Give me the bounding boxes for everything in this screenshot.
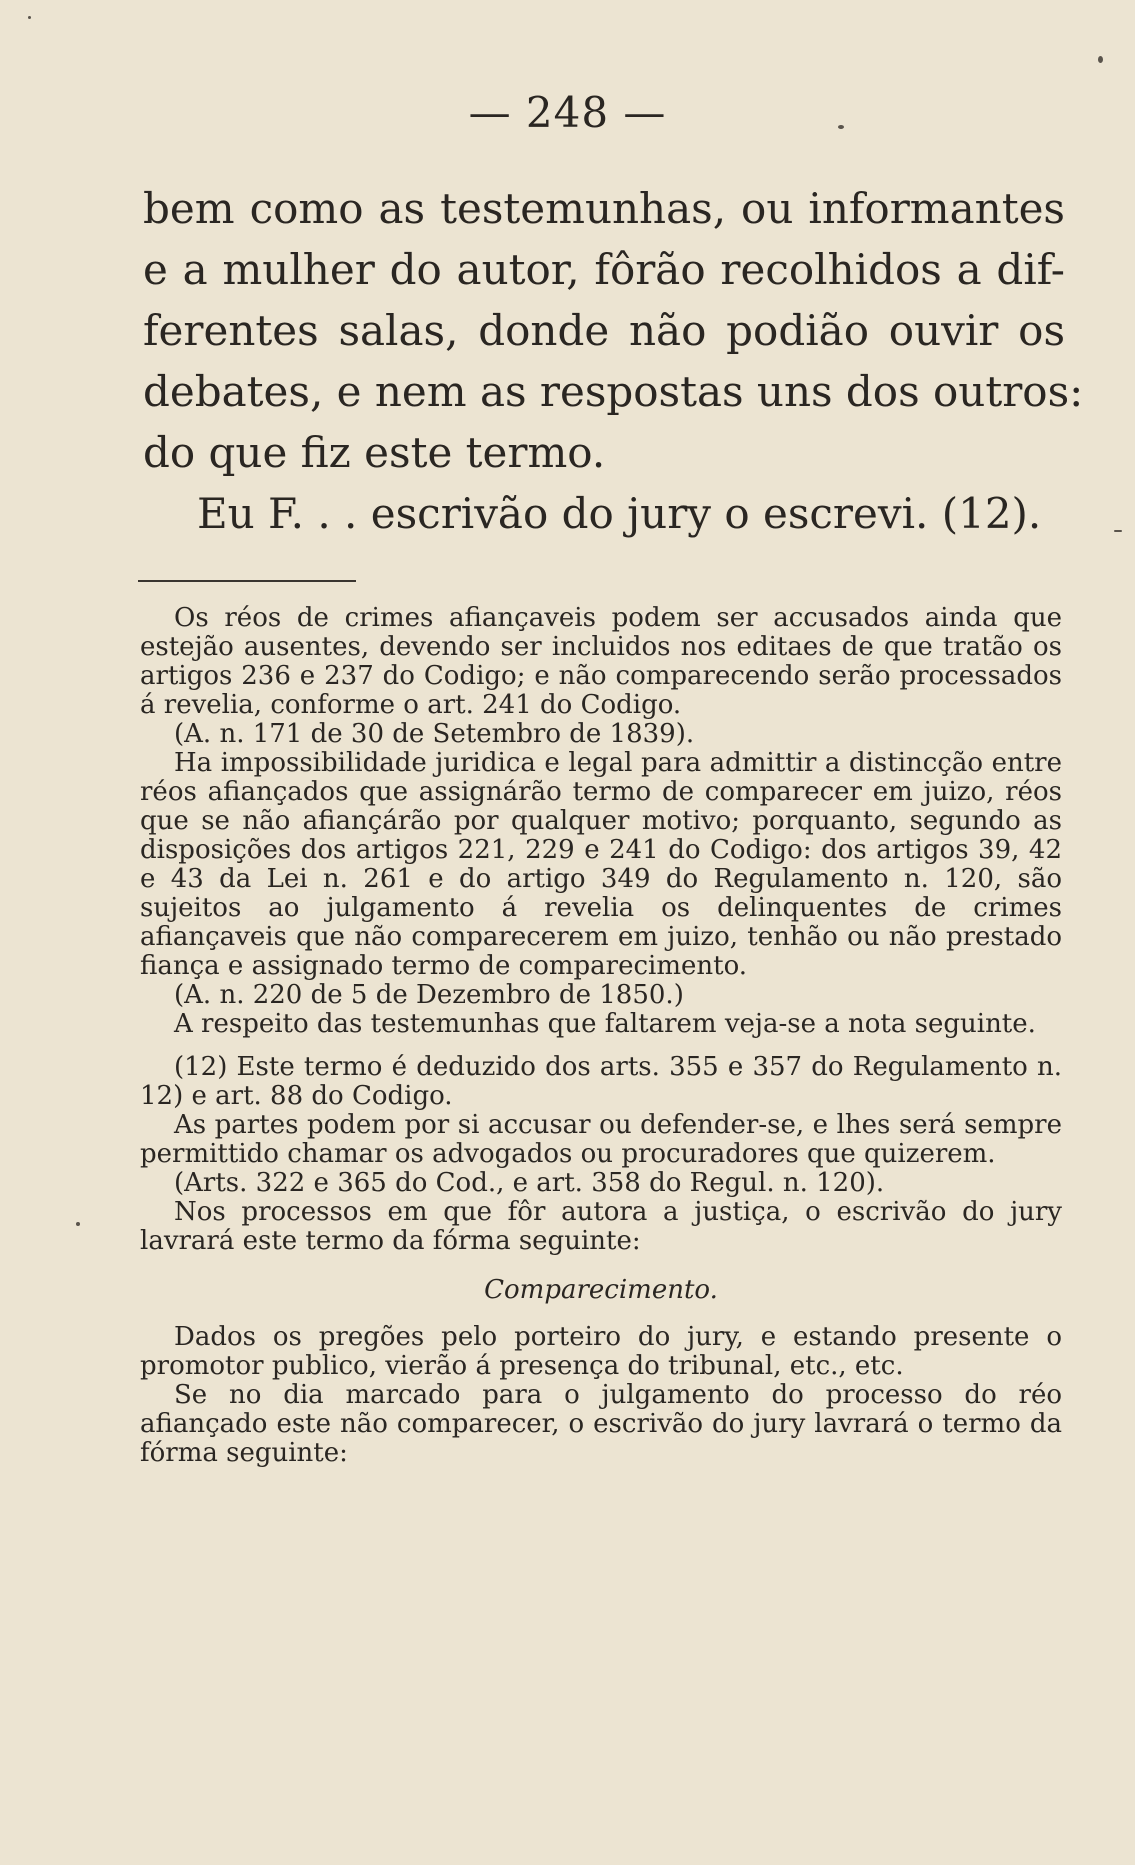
note-citation: (A. n. 220 de 5 de Dezembro de 1850.): [174, 980, 684, 1010]
note-citation: (Arts. 322 e 365 do Cod., e art. 358 do Regul. n. 120).: [174, 1168, 885, 1198]
note-paragraph: A respeito das testemunhas que faltarem veja-se a nota seguinte.: [174, 1009, 1036, 1039]
note-paragraph: Se no dia marcado para o julgamento do processo do réo afiançado este não comparecer, o escrivão do jury lavrará o termo da fórma seguinte:: [140, 1380, 1062, 1468]
paper-speck: [1098, 56, 1103, 63]
main-text-line: e a mulher do autor, fôrão recolhidos a dif-: [143, 245, 1065, 294]
paper-speck: [1114, 530, 1122, 532]
main-text-block: [143, 178, 1084, 544]
paper-speck: [838, 125, 844, 129]
main-text-line: debates, e nem as respostas uns dos outros:: [143, 367, 1084, 416]
footnotes-block: [140, 604, 1062, 1468]
note-paragraph: Dados os pregões pelo porteiro do jury, e estando presente o promotor publico, vierão á presença do tribunal, etc., etc.: [140, 1322, 1062, 1381]
main-text-line: ferentes salas, donde não podião ouvir os: [143, 306, 1065, 355]
page-number: — 248 —: [468, 88, 667, 137]
note-paragraph: Os réos de crimes afiançaveis podem ser accusados ainda que estejão ausentes, devendo ser incluidos nos editaes de que tratão os artigos 236 e 237 do Codigo; e não comparecendo serão processados á revelia, conforme o art. 241 do Codigo.: [140, 603, 1062, 720]
footnote-rule: [138, 580, 356, 582]
paper-speck: [76, 1222, 80, 1226]
section-heading: Comparecimento.: [484, 1275, 718, 1305]
note-paragraph: Ha impossibilidade juridica e legal para admittir a distincção entre réos afiançados que assignárão termo de comparecer em juizo, réos que se não afiançárão por qualquer motivo; porquanto, segundo as disposições dos artigos 221, 229 e 241 do Codigo: dos artigos 39, 42 e 43 da Lei n. 261 e do artigo 349 do Regulamento n. 120, são sujeitos ao julgamento á revelia os delinquentes de crimes afiançaveis que não comparecerem em juizo, tenhão ou não prestado fiança e assignado termo de comparecimento.: [140, 748, 1062, 981]
paper-speck: [28, 16, 31, 19]
signature-line: Eu F. . . escrivão do jury o escrevi. (12).: [197, 489, 1042, 538]
note-citation: (A. n. 171 de 30 de Setembro de 1839).: [174, 719, 695, 749]
note-paragraph: Nos processos em que fôr autora a justiça, o escrivão do jury lavrará este termo da fórma seguinte:: [140, 1197, 1062, 1256]
main-text-line: bem como as testemunhas, ou informantes: [143, 184, 1065, 233]
note-paragraph: As partes podem por si accusar ou defender-se, e lhes será sempre permittido chamar os advogados ou procuradores que quizerem.: [140, 1110, 1062, 1169]
footnote-12: (12) Este termo é deduzido dos arts. 355 e 357 do Regulamento n. 12) e art. 88 do Codigo.: [140, 1052, 1062, 1111]
main-text-line: do que fiz este termo.: [143, 428, 606, 477]
